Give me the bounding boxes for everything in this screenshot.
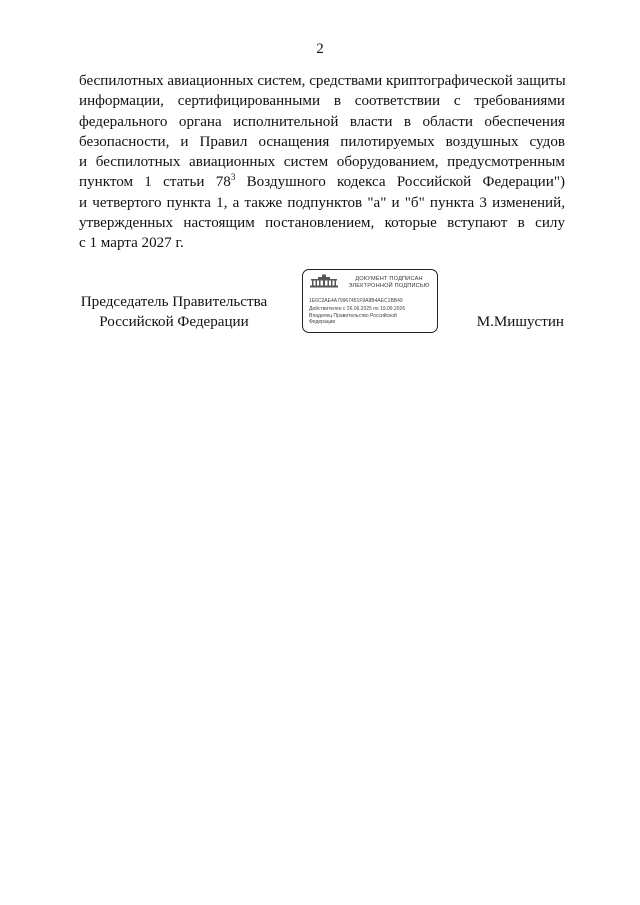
body-line: утвержденных настоящим постановлением, которые вступают в силу <box>79 215 565 232</box>
body-line: безопасности, и Правил оснащения пилотируемых воздушных судов <box>79 133 565 150</box>
body-line: и четвертого пункта 1, а также подпунктов "а" и "б" пункта 3 изменений, <box>79 194 565 211</box>
signatory-position <box>79 292 269 332</box>
signatory-name: М.Мишустин <box>476 314 564 330</box>
certificate-number: 1E6C2AE4A79967451F9A8B4AEC1BB49 <box>309 298 403 304</box>
superscript: 3 <box>230 172 236 183</box>
body-line: и беспилотных авиационных систем оборудованием, предусмотренным <box>79 154 565 171</box>
validity-period: Действителен с 26.06.2025 по 19.09.2026 <box>309 306 406 312</box>
government-building-icon <box>309 274 339 288</box>
stamp-title-line: ДОКУМЕНТ ПОДПИСАН <box>355 276 423 282</box>
signatory-position-line: Российской Федерации <box>99 314 249 330</box>
body-line-part: Воздушного кодекса Российской Федерации") <box>235 174 566 191</box>
electronic-signature-stamp <box>302 269 438 333</box>
body-line-with-superscript <box>79 172 565 192</box>
body-line: информации, сертифицированными в соответствии с требованиями <box>79 93 565 110</box>
signatory-position-line: Председатель Правительства <box>80 294 268 310</box>
stamp-details <box>309 297 435 325</box>
body-line: федерального органа исполнительной власти в области обеспечения <box>79 113 565 130</box>
body-line-part: пунктом 1 статьи 78 <box>79 174 231 191</box>
body-line: беспилотных авиационных систем, средствами криптографической защиты <box>79 73 566 89</box>
document-body <box>79 71 565 254</box>
certificate-owner: Владелец Правительство Российской <box>309 313 397 319</box>
stamp-title <box>343 276 435 290</box>
certificate-owner: Федерации <box>309 319 336 325</box>
stamp-title-line: ЭЛЕКТРОННОЙ ПОДПИСЬЮ <box>348 283 430 289</box>
page-number: 2 <box>316 41 324 57</box>
body-line: с 1 марта 2027 г. <box>79 235 184 252</box>
